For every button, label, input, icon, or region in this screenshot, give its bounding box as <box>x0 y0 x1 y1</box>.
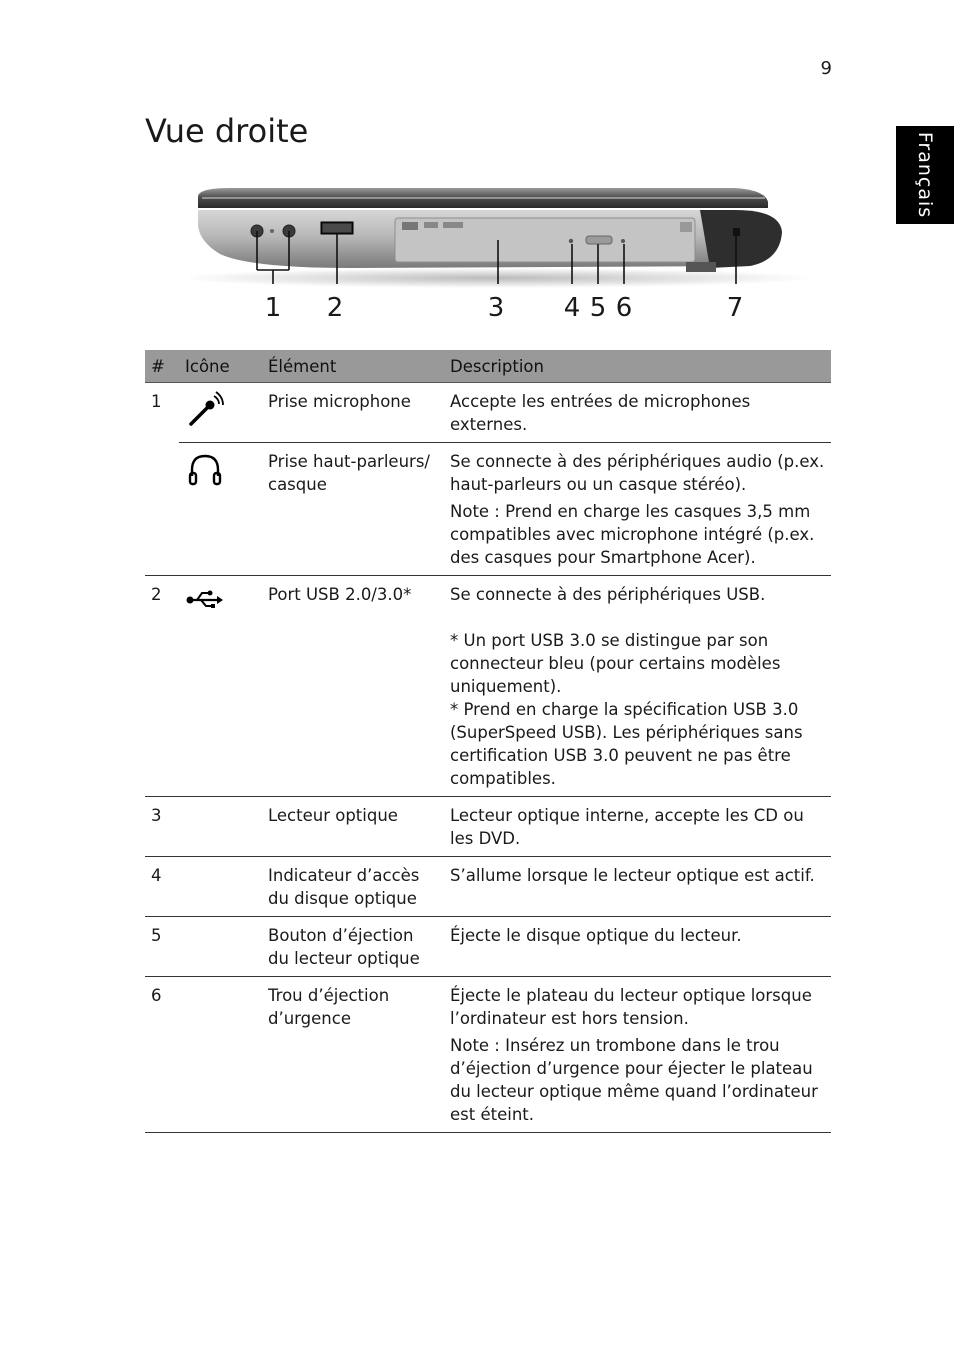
kensington-slot-shape <box>733 228 740 236</box>
row-num: 5 <box>145 917 179 977</box>
laptop-rear-corner <box>700 210 782 268</box>
callout-1: 1 <box>264 293 282 323</box>
row-description: Se connecte à des périphériques audio (p.ex. haut-parleurs ou un casque stéréo). <box>450 452 825 494</box>
page-title: Vue droite <box>145 112 309 150</box>
row-element: Prise haut-parleurs/ casque <box>262 443 444 576</box>
eject-button-shape <box>586 236 612 244</box>
optical-drive-logo-mark <box>680 222 692 232</box>
table-row <box>145 797 831 857</box>
spec-table <box>145 350 831 1133</box>
drive-tray-edge <box>686 262 716 272</box>
callout-2: 2 <box>326 293 344 323</box>
table-row <box>145 857 831 917</box>
header-num: # <box>145 350 179 383</box>
row-element: Trou d’éjection d’urgence <box>262 977 444 1133</box>
usb-port-shape <box>322 223 352 233</box>
callout-6: 6 <box>615 293 633 323</box>
table-row <box>145 576 831 797</box>
laptop-right-view-illustration <box>190 180 820 330</box>
dvd-text-mark-2 <box>443 222 463 228</box>
table-row <box>145 443 831 576</box>
row-num: 3 <box>145 797 179 857</box>
row-num: 6 <box>145 977 179 1133</box>
header-element: Élément <box>262 350 444 383</box>
table-header-row <box>145 350 831 383</box>
row-element: Prise microphone <box>268 392 411 411</box>
row-element: Lecteur optique <box>262 797 444 857</box>
row-num: 1 <box>151 392 162 411</box>
callout-3: 3 <box>487 293 505 323</box>
headphones-icon <box>185 450 225 490</box>
table-row <box>145 383 831 443</box>
row-num: 4 <box>145 857 179 917</box>
header-description: Description <box>444 350 831 383</box>
callout-4: 4 <box>563 293 581 323</box>
table-row <box>145 977 831 1133</box>
note-text: Insérez un trombone dans le trou d’éjection d’urgence pour éjecter le plateau du lecteur optique même quand l’ordinateur est éteint. <box>450 1036 818 1124</box>
language-tab <box>896 126 954 224</box>
dvd-text-mark <box>424 222 438 228</box>
emergency-hole-shape <box>621 239 625 243</box>
callout-5: 5 <box>589 293 607 323</box>
row-element: Indicateur d’accès du disque optique <box>262 857 444 917</box>
laptop-shadow <box>190 268 813 288</box>
note-label: Note : <box>450 502 500 521</box>
row-num: 2 <box>145 576 179 797</box>
language-tab-label: Français <box>914 131 936 219</box>
usb-icon <box>185 583 225 613</box>
usb-footnote-1: * Un port USB 3.0 se distingue par son connecteur bleu (pour certains modèles uniquement). <box>450 631 781 696</box>
row-description: Lecteur optique interne, accepte les CD ou les DVD. <box>444 797 831 857</box>
optical-drive-bay <box>395 218 695 262</box>
row-element: Port USB 2.0/3.0* <box>262 576 444 797</box>
dvd-logo-mark <box>402 222 418 230</box>
header-icon: Icône <box>179 350 262 383</box>
row-description: Se connecte à des périphériques USB. <box>450 585 766 604</box>
note-label: Note : <box>450 1036 500 1055</box>
row-description: Éjecte le plateau du lecteur optique lorsque l’ordinateur est hors tension. <box>450 986 812 1028</box>
note-text: Prend en charge les casques 3,5 mm compatibles avec microphone intégré (p.ex. des casques pour Smartphone Acer). <box>450 502 815 567</box>
row-description: Éjecte le disque optique du lecteur. <box>444 917 831 977</box>
drive-led-shape <box>569 239 573 243</box>
row-element: Bouton d’éjection du lecteur optique <box>262 917 444 977</box>
usb-footnote-2: * Prend en charge la spécification USB 3.0 (SuperSpeed USB). Les périphériques sans certification USB 3.0 peuvent ne pas être compatibles. <box>450 700 803 788</box>
page-number: 9 <box>820 58 832 79</box>
callout-7: 7 <box>726 293 744 323</box>
row-description: S’allume lorsque le lecteur optique est actif. <box>444 857 831 917</box>
jack-divider-dot <box>270 229 274 233</box>
row-description: Accepte les entrées de microphones externes. <box>450 392 751 434</box>
row-num <box>145 443 179 576</box>
microphone-icon <box>185 390 225 430</box>
table-row <box>145 917 831 977</box>
